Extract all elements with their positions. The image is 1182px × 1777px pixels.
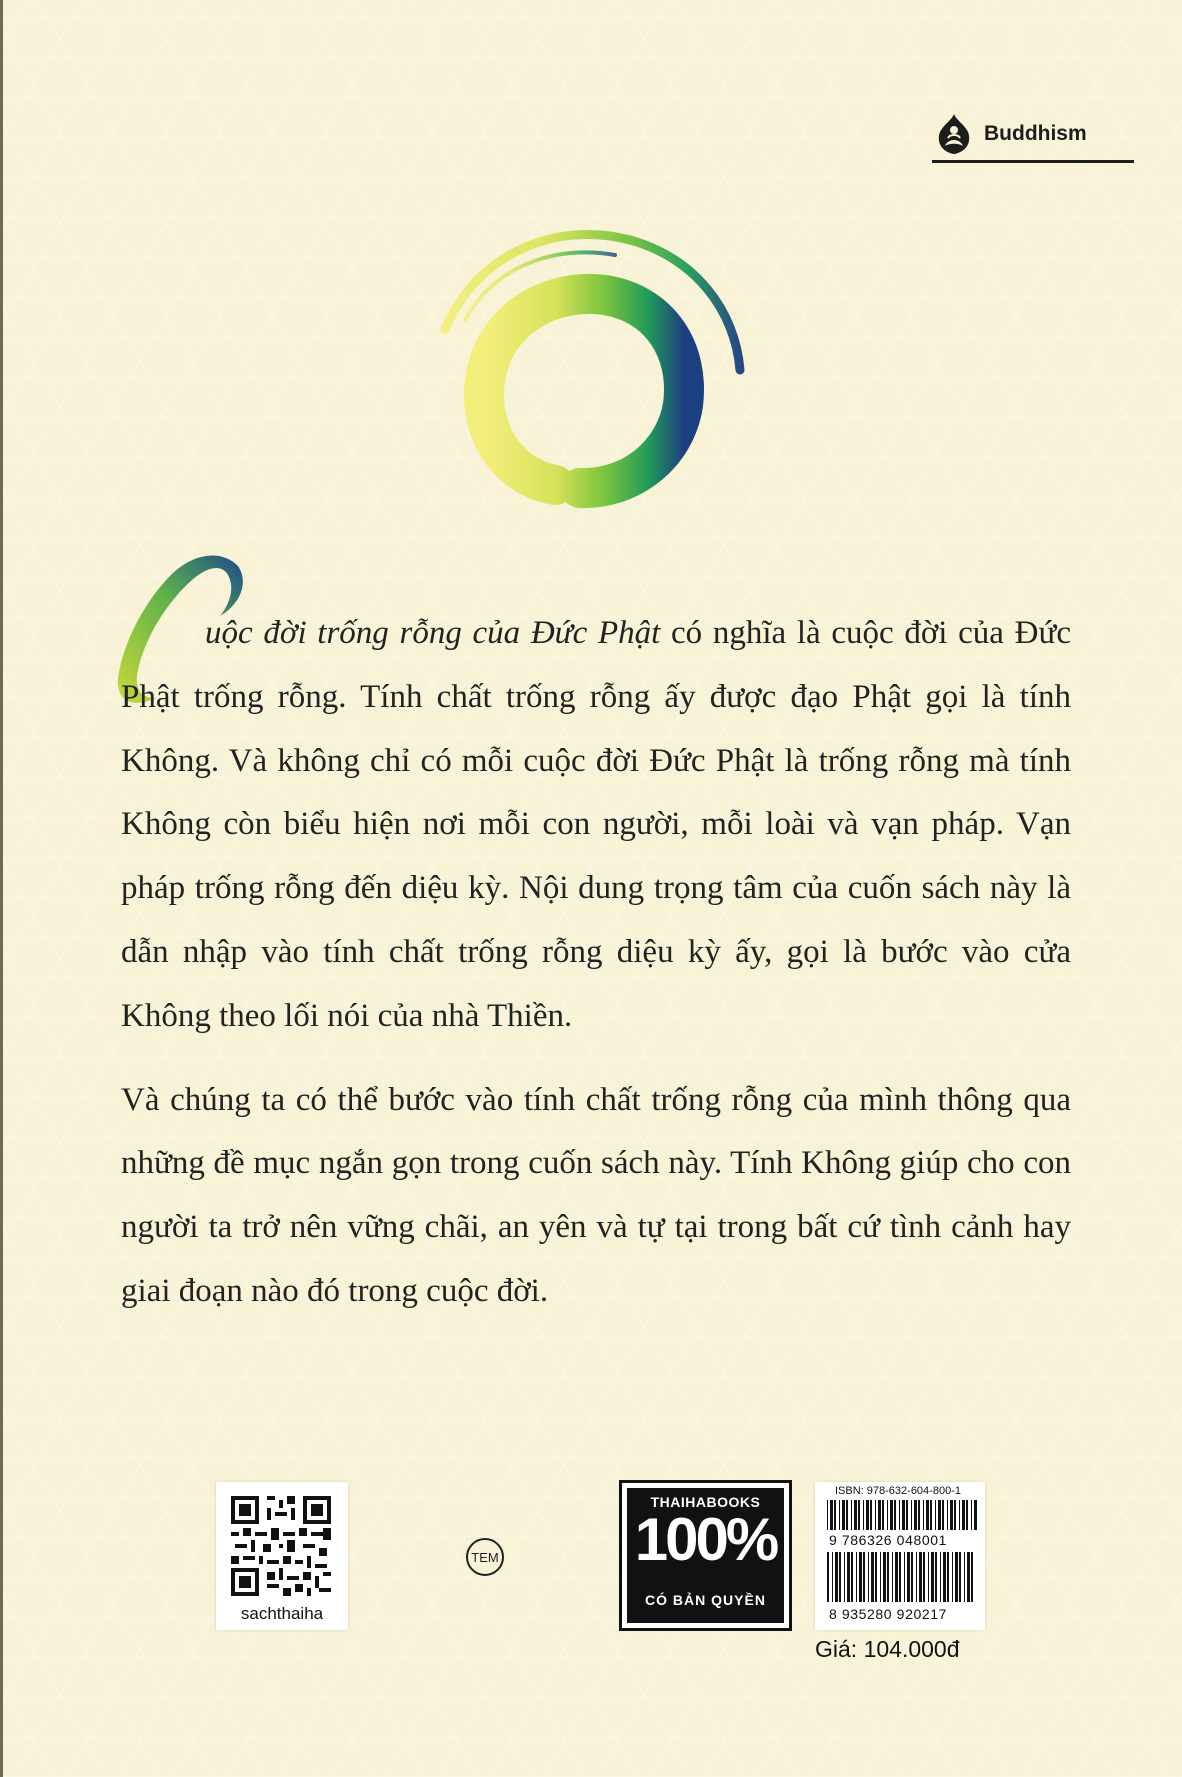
series-rule <box>932 160 1134 163</box>
tem-stamp: TEM <box>466 1538 504 1576</box>
svg-text:C: C <box>160 670 161 671</box>
qr-code-box <box>216 1482 348 1630</box>
bodhi-leaf-buddha-icon <box>932 112 976 156</box>
qr-label: sachthaiha <box>240 1604 324 1623</box>
barcode-box <box>815 1482 985 1630</box>
paragraph-1 <box>121 602 1071 1049</box>
ean-barcode-number: 8 935280 920217 <box>829 1606 947 1622</box>
badge-percent: 100% <box>634 1506 777 1573</box>
price: Giá: 104.000đ <box>815 1636 960 1662</box>
copyright-badge-inner <box>627 1488 784 1623</box>
copyright-badge <box>619 1480 792 1631</box>
isbn-barcode-number: 9 786326 048001 <box>829 1532 947 1548</box>
paragraph-1-text: có nghĩa là cuộc đời của Đức Phật trống rỗng. Tính chất trống rỗng ấy được đạo Phật gọi là tính Không. Và không chỉ có mỗi cuộc đời Đức Phật là trống rỗng mà tính Không còn biểu hiện nơi mỗi con người, mỗi loài và vạn pháp. Vạn pháp trống rỗng đến diệu kỳ. Nội dung trọng tâm của cuốn sách này là dẫn nhập vào tính chất trống rỗng diệu kỳ ấy, gọi là bước vào cửa Không theo lối nói của nhà Thiền. <box>121 615 1071 1034</box>
book-title-inline: uộc đời trống rỗng của Đức Phật <box>205 615 661 651</box>
series-label: Buddhism <box>984 122 1087 145</box>
qr-code-icon <box>231 1496 331 1596</box>
paragraph-2: Và chúng ta có thể bước vào tính chất trống rỗng của mình thông qua những đề mục ngắn gọn trong cuốn sách này. Tính Không giúp cho con người ta trở nên vững chãi, an yên và tự tại trong bất cứ tình cảnh hay giai đoạn nào đó trong cuộc đời. <box>121 1081 1071 1309</box>
series-badge <box>932 108 1134 164</box>
badge-brand: THAIHABOOKS <box>650 1494 761 1510</box>
ean-barcode-icon <box>827 1552 977 1602</box>
isbn-barcode-icon <box>827 1500 977 1530</box>
blurb <box>121 602 1071 1324</box>
enso-circle-icon <box>405 200 765 560</box>
isbn-text: ISBN: 978-632-604-800-1 <box>835 1485 961 1497</box>
badge-subtitle: CÓ BẢN QUYỀN <box>645 1592 766 1608</box>
spine-edge <box>0 0 3 1777</box>
